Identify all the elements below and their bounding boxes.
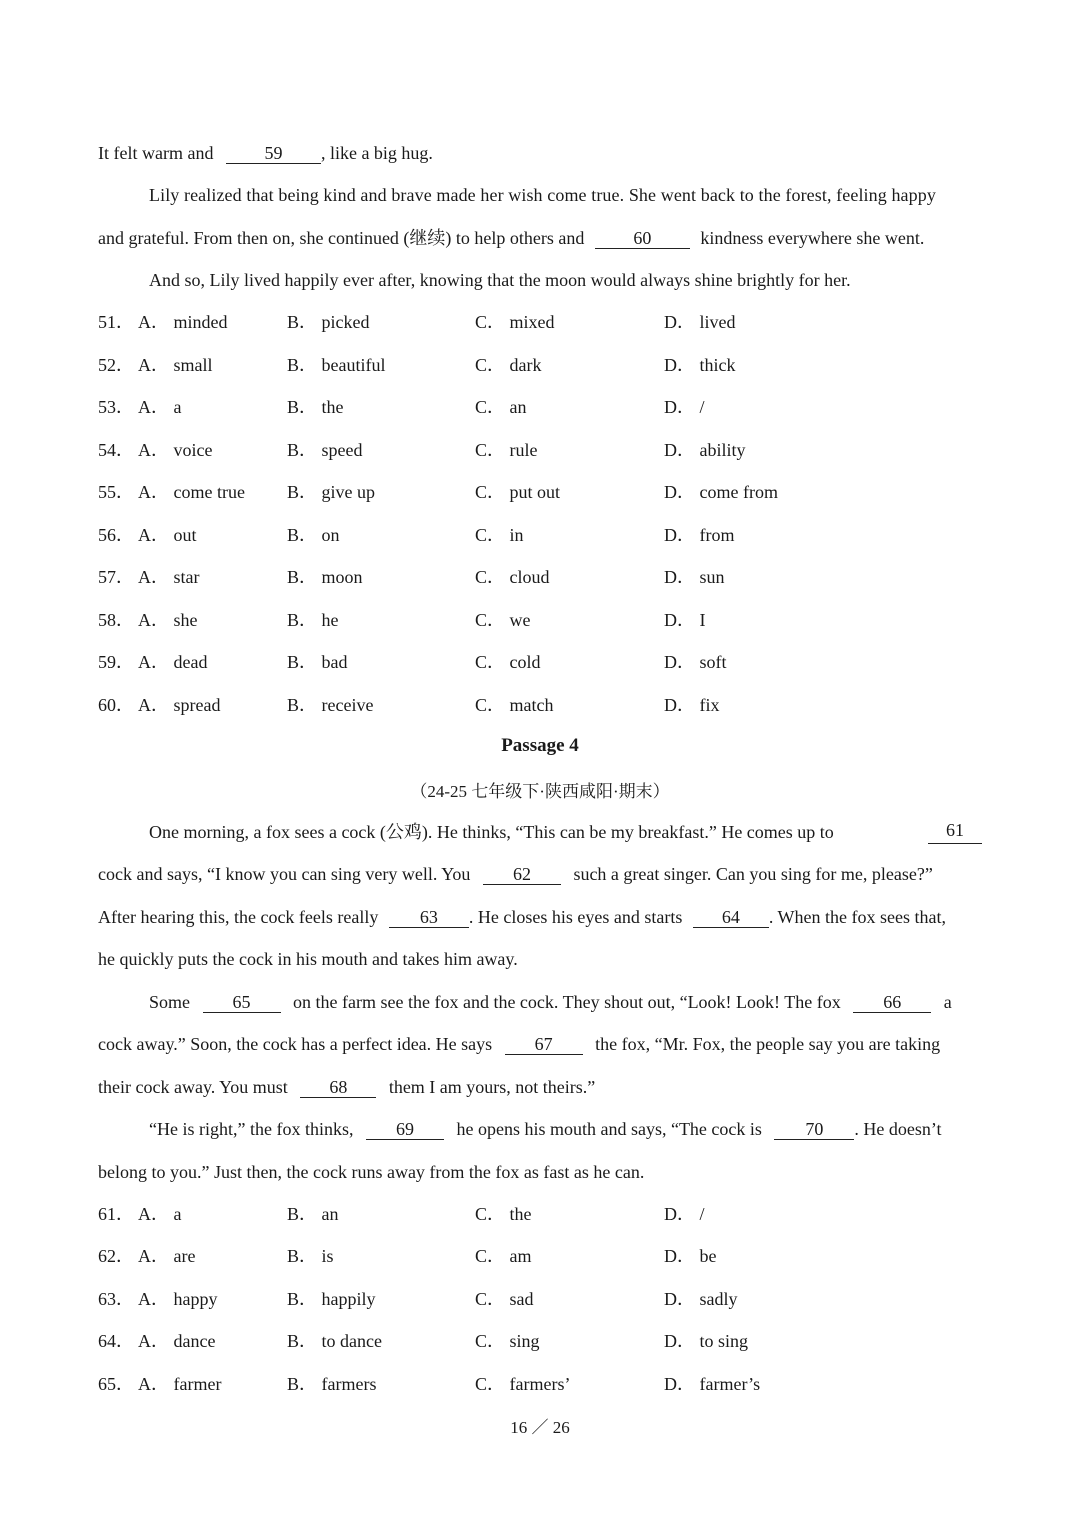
passage-line (98, 947, 982, 971)
question-number: 64． (98, 1331, 134, 1351)
question-row (98, 1372, 982, 1396)
option-c[interactable]: C． am (475, 1246, 532, 1266)
option-c[interactable]: C． we (475, 610, 531, 630)
text: belong to you.” Just then, the cock runs away from the fox as fast as he can. (98, 1162, 645, 1182)
question-row (98, 1202, 982, 1226)
option-d[interactable]: D． sun (664, 567, 725, 587)
text: a (943, 992, 952, 1012)
text: . He doesn’t (854, 1119, 942, 1139)
option-c[interactable]: C． put out (475, 482, 561, 502)
blank-69: 69 (366, 1119, 444, 1140)
text: . When the fox sees that, (768, 907, 946, 927)
passage-line (149, 1117, 982, 1141)
option-d[interactable]: D． be (664, 1246, 717, 1266)
passage-line (149, 990, 982, 1014)
option-d[interactable]: D． / (664, 397, 705, 417)
option-b[interactable]: B． happily (287, 1289, 376, 1309)
option-c[interactable]: C． mixed (475, 312, 555, 332)
text: and grateful. From then on, she continued (继续) to help others and (98, 228, 585, 248)
option-b[interactable]: B． receive (287, 695, 374, 715)
option-b[interactable]: B． speed (287, 440, 363, 460)
option-a[interactable]: A． star (138, 567, 200, 587)
question-row (98, 395, 982, 419)
option-c[interactable]: C． farmers’ (475, 1374, 571, 1394)
option-a[interactable]: A． are (138, 1246, 196, 1266)
question-row (98, 650, 982, 674)
text: Some (149, 992, 191, 1012)
option-b[interactable]: B． he (287, 610, 339, 630)
option-b[interactable]: B． beautiful (287, 355, 386, 375)
question-row (98, 523, 982, 547)
question-row (98, 480, 982, 504)
passage-line (98, 905, 982, 929)
passage-line (149, 183, 982, 207)
question-row (98, 1287, 982, 1311)
option-d[interactable]: D． farmer’s (664, 1374, 761, 1394)
text: After hearing this, the cock feels really (98, 907, 379, 927)
passage-line (149, 820, 982, 844)
option-a[interactable]: A． dead (138, 652, 208, 672)
option-c[interactable]: C． sad (475, 1289, 534, 1309)
blank-67: 67 (505, 1034, 583, 1055)
option-d[interactable]: D． come from (664, 482, 778, 502)
option-a[interactable]: A． small (138, 355, 213, 375)
option-b[interactable]: B． moon (287, 567, 363, 587)
text: them I am yours, not theirs.” (388, 1077, 596, 1097)
text: It felt warm and (98, 143, 214, 163)
question-number: 53． (98, 397, 134, 417)
passage-line (98, 1032, 982, 1056)
blank-68: 68 (300, 1077, 376, 1098)
text: he opens his mouth and says, “The cock is (456, 1119, 762, 1139)
option-c[interactable]: C． dark (475, 355, 542, 375)
option-d[interactable]: D． / (664, 1204, 705, 1224)
option-b[interactable]: B． an (287, 1204, 339, 1224)
option-c[interactable]: C． an (475, 397, 527, 417)
passage-title: Passage 4 (501, 735, 579, 756)
text: And so, Lily lived happily ever after, knowing that the moon would always shine brightly for her. (149, 270, 851, 290)
option-a[interactable]: A． out (138, 525, 197, 545)
option-c[interactable]: C． the (475, 1204, 532, 1224)
option-c[interactable]: C． cloud (475, 567, 550, 587)
option-a[interactable]: A． farmer (138, 1374, 222, 1394)
option-d[interactable]: D． soft (664, 652, 727, 672)
question-number: 56． (98, 525, 134, 545)
text: “He is right,” the fox thinks, (149, 1119, 354, 1139)
passage-line (98, 226, 982, 250)
option-a[interactable]: A． a (138, 1204, 182, 1224)
text: he quickly puts the cock in his mouth and takes him away. (98, 949, 518, 969)
question-number: 51． (98, 312, 134, 332)
text: One morning, a fox sees a cock (公鸡). He thinks, “This can be my breakfast.” He comes up to (149, 822, 834, 842)
option-c[interactable]: C． in (475, 525, 524, 545)
option-d[interactable]: D． fix (664, 695, 720, 715)
question-number: 60． (98, 695, 134, 715)
option-b[interactable]: B． picked (287, 312, 370, 332)
text: the fox, “Mr. Fox, the people say you are taking (595, 1034, 941, 1054)
question-number: 57． (98, 567, 134, 587)
option-c[interactable]: C． rule (475, 440, 538, 460)
option-c[interactable]: C． match (475, 695, 554, 715)
question-number: 58． (98, 610, 134, 630)
text: such a great singer. Can you sing for me, please?” (573, 864, 933, 884)
blank-63: 63 (389, 907, 469, 928)
question-row (98, 565, 982, 589)
option-d[interactable]: D． lived (664, 312, 736, 332)
question-number: 61． (98, 1204, 134, 1224)
option-d[interactable]: D． sadly (664, 1289, 738, 1309)
passage-source: （24-25 七年级下·陕西咸阳·期末） (410, 782, 670, 801)
question-row (98, 1244, 982, 1268)
option-a[interactable]: A． she (138, 610, 198, 630)
option-a[interactable]: A． a (138, 397, 182, 417)
text: . He closes his eyes and starts (468, 907, 683, 927)
blank-61: 61 (928, 820, 982, 844)
passage-line (149, 268, 982, 292)
option-b[interactable]: B． on (287, 525, 340, 545)
blank-66: 66 (853, 992, 931, 1013)
option-b[interactable]: B． the (287, 397, 344, 417)
question-number: 52． (98, 355, 134, 375)
option-b[interactable]: B． is (287, 1246, 334, 1266)
option-d[interactable]: D． to sing (664, 1331, 749, 1351)
text: on the farm see the fox and the cock. They shout out, “Look! Look! The fox (293, 992, 841, 1012)
question-number: 59． (98, 652, 134, 672)
blank-64: 64 (693, 907, 769, 928)
page-number: 16 ／ 26 (510, 1418, 570, 1437)
text: kindness everywhere she went. (700, 228, 925, 248)
blank-70: 70 (774, 1119, 854, 1140)
blank-65: 65 (203, 992, 281, 1013)
option-b[interactable]: B． bad (287, 652, 348, 672)
passage-line (98, 1075, 982, 1099)
question-row (98, 608, 982, 632)
option-a[interactable]: A． happy (138, 1289, 218, 1309)
question-row (98, 1329, 982, 1353)
option-d[interactable]: D． from (664, 525, 735, 545)
blank-59: 59 (226, 143, 321, 164)
option-b[interactable]: B． give up (287, 482, 375, 502)
text: cock away.” Soon, the cock has a perfect idea. He says (98, 1034, 493, 1054)
question-number: 55． (98, 482, 134, 502)
question-number: 54． (98, 440, 134, 460)
option-c[interactable]: C． sing (475, 1331, 540, 1351)
option-a[interactable]: A． come true (138, 482, 245, 502)
option-d[interactable]: D． thick (664, 355, 736, 375)
question-row (98, 438, 982, 462)
blank-62: 62 (483, 864, 561, 885)
question-number: 63． (98, 1289, 134, 1309)
passage-line (98, 1160, 982, 1184)
option-d[interactable]: D． ability (664, 440, 746, 460)
question-row (98, 310, 982, 334)
option-b[interactable]: B． farmers (287, 1374, 377, 1394)
question-number: 62． (98, 1246, 134, 1266)
option-b[interactable]: B． to dance (287, 1331, 382, 1351)
option-a[interactable]: A． dance (138, 1331, 216, 1351)
text: , like a big hug. (320, 143, 433, 163)
option-a[interactable]: A． voice (138, 440, 213, 460)
text: Lily realized that being kind and brave made her wish come true. She went back to the forest, feeling happy (149, 185, 936, 205)
question-row (98, 693, 982, 717)
text: cock and says, “I know you can sing very well. You (98, 864, 471, 884)
option-c[interactable]: C． cold (475, 652, 541, 672)
blank-60: 60 (595, 228, 690, 249)
option-a[interactable]: A． spread (138, 695, 221, 715)
question-row (98, 353, 982, 377)
passage-line (98, 862, 982, 886)
passage-line (98, 141, 982, 165)
text: their cock away. You must (98, 1077, 288, 1097)
option-a[interactable]: A． minded (138, 312, 228, 332)
option-d[interactable]: D． I (664, 610, 706, 630)
question-number: 65． (98, 1374, 134, 1394)
